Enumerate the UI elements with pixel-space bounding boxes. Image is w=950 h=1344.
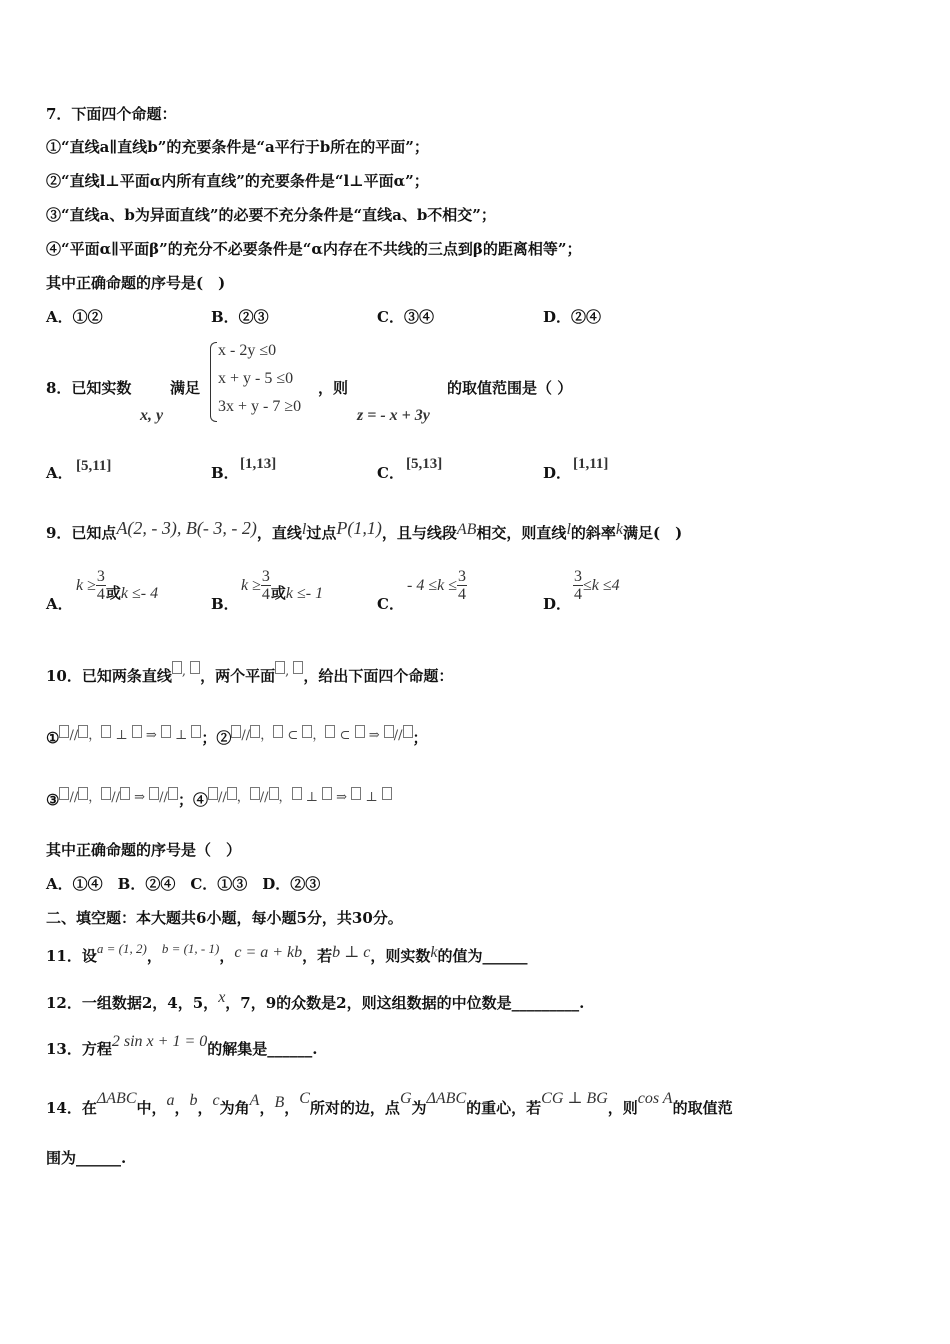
- missing-glyph: [191, 725, 201, 738]
- q13-equation: 2 sin x + 1 = 0: [111, 1033, 208, 1050]
- q14-angle-b: B: [274, 1094, 285, 1111]
- q10-row-2: [46, 790, 392, 812]
- q9-b-fraction: [261, 568, 271, 603]
- q11-stem: 11．设a = (1, 2)，b = (1, - 1)，c = a + kb，若b ⊥ c，则实数k的值为______: [46, 941, 528, 965]
- missing-glyph: [351, 787, 361, 800]
- q14-lead: 14．在: [46, 1099, 97, 1117]
- q14-stem: 14．在ΔABC中，a，b，c为角A，B，C所对的边，点G为ΔABC的重心，若CG ⊥ BG，则cos A的取值范: [46, 1090, 733, 1117]
- q10-t1: ，两个平面: [200, 667, 276, 685]
- missing-glyph: [231, 725, 241, 738]
- q11-t2: ，则实数: [370, 947, 431, 965]
- missing-glyph: [273, 725, 283, 738]
- q7-proposition-3: ③“直线a、b为异面直线”的必要不充分条件是“直线a、b不相交”；: [46, 206, 496, 224]
- q7-proposition-4: ④“平面α∥平面β”的充分不必要条件是“α内存在不共线的三点到β的距离相等”；: [46, 240, 582, 258]
- q10-prop-2: // ， ⊂ ， ⊂ ⇒ //: [231, 728, 412, 743]
- q10-planes-glyphs: ,: [275, 664, 303, 679]
- q8-label-a: A．: [46, 464, 73, 482]
- q14-dui: 所对的边，点: [309, 1099, 400, 1117]
- q9-lead: 9．已知点: [46, 524, 117, 542]
- missing-glyph: [227, 787, 237, 800]
- q9-d-fraction: [573, 568, 583, 603]
- q11-vector-b: b = (1, - 1): [161, 941, 220, 956]
- brace: [210, 342, 217, 422]
- q8-satisfy: 满足: [170, 379, 201, 397]
- q10-prop-4: // ， // ， ⊥ ⇒ ⊥: [208, 790, 392, 805]
- q7-proposition-2: ②“直线l⊥平面α内所有直线”的充要条件是“l⊥平面α”；: [46, 172, 429, 190]
- missing-glyph: [78, 725, 88, 738]
- q9-a-or: 或: [105, 583, 121, 602]
- q8-objective: z = - x + 3y: [357, 407, 430, 424]
- q10-question: 其中正确命题的序号是（ ）: [46, 841, 242, 859]
- q8-label-c: C．: [377, 464, 404, 482]
- missing-glyph: [322, 787, 332, 800]
- q9-a-rest: k ≤- 4: [120, 584, 159, 602]
- denominator: 4: [261, 586, 270, 603]
- missing-glyph: [59, 725, 69, 738]
- q9-point-p: P(1,1): [336, 518, 382, 538]
- q9-t6: 满足( ): [623, 524, 683, 542]
- q14-wei: 为角: [219, 1099, 250, 1117]
- q14-triangle: ΔABC: [96, 1090, 137, 1107]
- missing-glyph: [132, 725, 142, 738]
- q9-option-b: [241, 568, 323, 603]
- q9-d-post: ≤k ≤4: [583, 576, 620, 594]
- q8-value-d: [1,11]: [573, 456, 609, 472]
- q14-line-2: 围为______.: [46, 1149, 127, 1167]
- q7-proposition-1: ①“直线a∥直线b”的充要条件是“a平行于b所在的平面”；: [46, 138, 429, 156]
- q9-points: A(2, - 3), B(- 3, - 2): [116, 518, 257, 538]
- q14-angle-a: A: [249, 1092, 260, 1109]
- q9-stem: [46, 518, 683, 544]
- q9-c-fraction: [457, 568, 467, 603]
- numerator: 3: [458, 568, 466, 585]
- missing-glyph: [59, 787, 69, 800]
- missing-glyph: [149, 787, 159, 800]
- denominator: 4: [458, 586, 466, 603]
- q9-label-b: B．: [211, 595, 239, 613]
- q8-ineq-2: x + y - 5 ≤0: [218, 370, 294, 387]
- q11-perp: b ⊥ c: [332, 944, 371, 961]
- q14-side-a: a: [166, 1092, 175, 1109]
- q8-ineq-3: 3x + y - 7 ≥0: [218, 398, 302, 415]
- section-2-heading: 二、填空题：本大题共6小题，每小题5分，共30分。: [46, 909, 403, 927]
- q13-stem: [46, 1033, 318, 1060]
- missing-glyph: [120, 787, 130, 800]
- q14-cos-a: cos A: [637, 1090, 673, 1107]
- q7-option-b: B．②③: [211, 308, 269, 326]
- q11-vector-a: a = (1, 2): [96, 941, 147, 956]
- q8-value-b: [1,13]: [240, 456, 277, 472]
- q12-stem: [46, 989, 585, 1014]
- missing-glyph: [168, 787, 178, 800]
- q14-zh: 中，: [136, 1099, 167, 1117]
- numerator: 3: [96, 568, 105, 585]
- missing-glyph: [293, 661, 303, 674]
- missing-glyph: [269, 787, 279, 800]
- q10-marker-2: ；②: [201, 729, 232, 747]
- q9-t5: 的斜率: [570, 524, 616, 542]
- missing-glyph: [302, 725, 312, 738]
- q9-option-d: [573, 568, 620, 603]
- q10-semicolon: ；: [412, 729, 428, 747]
- q14-side-b: b: [189, 1092, 198, 1109]
- q8-label-d: D．: [543, 464, 572, 482]
- denominator: 4: [574, 586, 582, 603]
- q8-tail: 的取值范围是（ ）: [447, 379, 573, 397]
- q9-label-d: D．: [543, 595, 572, 613]
- q9-option-a: [76, 568, 158, 603]
- q7-option-d: D．②④: [543, 308, 602, 326]
- missing-glyph: [78, 787, 88, 800]
- q10-stem: [46, 666, 453, 688]
- q8-label-b: B．: [211, 464, 239, 482]
- q10-options: A．①④ B．②④ C．①③ D．②③: [46, 875, 321, 893]
- q9-option-c: [407, 568, 467, 603]
- q9-slope-k: k: [615, 521, 624, 538]
- q13-lead: 13．方程: [46, 1040, 112, 1058]
- q9-b-or: 或: [270, 583, 286, 602]
- q10-lines-glyphs: ,: [172, 664, 200, 679]
- q9-label-a: A．: [46, 595, 73, 613]
- q8-value-c: [5,13]: [406, 456, 443, 472]
- q11-t1: ，若: [302, 947, 333, 965]
- q14-side-c: c: [212, 1092, 220, 1109]
- missing-glyph: [355, 725, 365, 738]
- q7-question: 其中正确命题的序号是( ): [46, 274, 226, 292]
- missing-glyph: [190, 661, 200, 674]
- q9-t1: ，直线: [256, 524, 302, 542]
- q14-range: 的取值范: [672, 1099, 733, 1117]
- q10-marker-3: ③: [46, 791, 60, 809]
- q9-t4: 相交，则直线: [476, 524, 567, 542]
- missing-glyph: [275, 661, 285, 674]
- q7-option-c: C．③④: [377, 308, 434, 326]
- q13-tail: 的解集是______.: [207, 1040, 318, 1058]
- missing-glyph: [250, 725, 260, 738]
- q12-x: x: [218, 989, 226, 1006]
- q8-vars: x, y: [140, 407, 164, 424]
- q9-b-k: k ≥: [241, 576, 261, 594]
- q9-t3: ，且与线段: [381, 524, 457, 542]
- denominator: 4: [96, 586, 105, 603]
- missing-glyph: [101, 787, 111, 800]
- q14-triangle-2: ΔABC: [426, 1090, 467, 1107]
- q12-lead: 12．一组数据2，4，5，: [46, 994, 219, 1012]
- q14-zx: 的重心，若: [466, 1099, 542, 1117]
- q10-t2: ，给出下面四个命题：: [303, 667, 454, 685]
- q11-lead: 11．设: [46, 947, 97, 965]
- q7-option-a: A．①②: [46, 308, 103, 326]
- q8-ineq-1: x - 2y ≤0: [218, 342, 277, 359]
- q9-segment-ab: AB: [456, 521, 477, 538]
- q9-line-l: l: [301, 521, 307, 538]
- missing-glyph: [101, 725, 111, 738]
- missing-glyph: [384, 725, 394, 738]
- q14-point-g: G: [399, 1090, 412, 1107]
- q9-a-fraction: [96, 568, 106, 603]
- q9-c-pre: - 4 ≤k ≤: [407, 576, 457, 594]
- numerator: 3: [261, 568, 270, 585]
- q8-then: ，则: [318, 379, 349, 397]
- q9-label-c: C．: [377, 595, 404, 613]
- q10-row-1: [46, 728, 428, 750]
- q14-ze: ，则: [607, 1099, 638, 1117]
- q9-line-l-2: l: [566, 521, 571, 538]
- q12-tail: ，7，9的众数是2，则这组数据的中位数是_________.: [225, 994, 585, 1012]
- missing-glyph: [292, 787, 302, 800]
- missing-glyph: [161, 725, 171, 738]
- q10-prop-3: // ， // ⇒ //: [59, 790, 177, 805]
- q11-vector-c: c = a + kb: [234, 944, 303, 961]
- missing-glyph: [325, 725, 335, 738]
- q9-a-k: k ≥: [76, 576, 96, 594]
- q10-marker-1: ①: [46, 729, 60, 747]
- missing-glyph: [250, 787, 260, 800]
- q10-marker-4: ；④: [177, 791, 208, 809]
- numerator: 3: [574, 568, 582, 585]
- q9-b-rest: k ≤- 1: [285, 584, 324, 602]
- missing-glyph: [208, 787, 218, 800]
- q14-angle-c: C: [299, 1090, 310, 1107]
- missing-glyph: [172, 661, 182, 674]
- q10-prop-1: // ， ⊥ ⇒ ⊥: [59, 728, 201, 743]
- q8-lead: 8．已知实数: [46, 379, 132, 397]
- missing-glyph: [403, 725, 413, 738]
- q11-k: k: [430, 944, 438, 961]
- missing-glyph: [382, 787, 392, 800]
- q9-t2: 过点: [306, 524, 337, 542]
- q8-value-a: [5,11]: [76, 458, 112, 474]
- q7-title: 7．下面四个命题：: [46, 105, 177, 123]
- q11-t3: 的值为______: [437, 947, 528, 965]
- q10-lead: 10．已知两条直线: [46, 667, 172, 685]
- q14-perp: CG ⊥ BG: [541, 1090, 608, 1107]
- q14-is: 为: [411, 1099, 427, 1117]
